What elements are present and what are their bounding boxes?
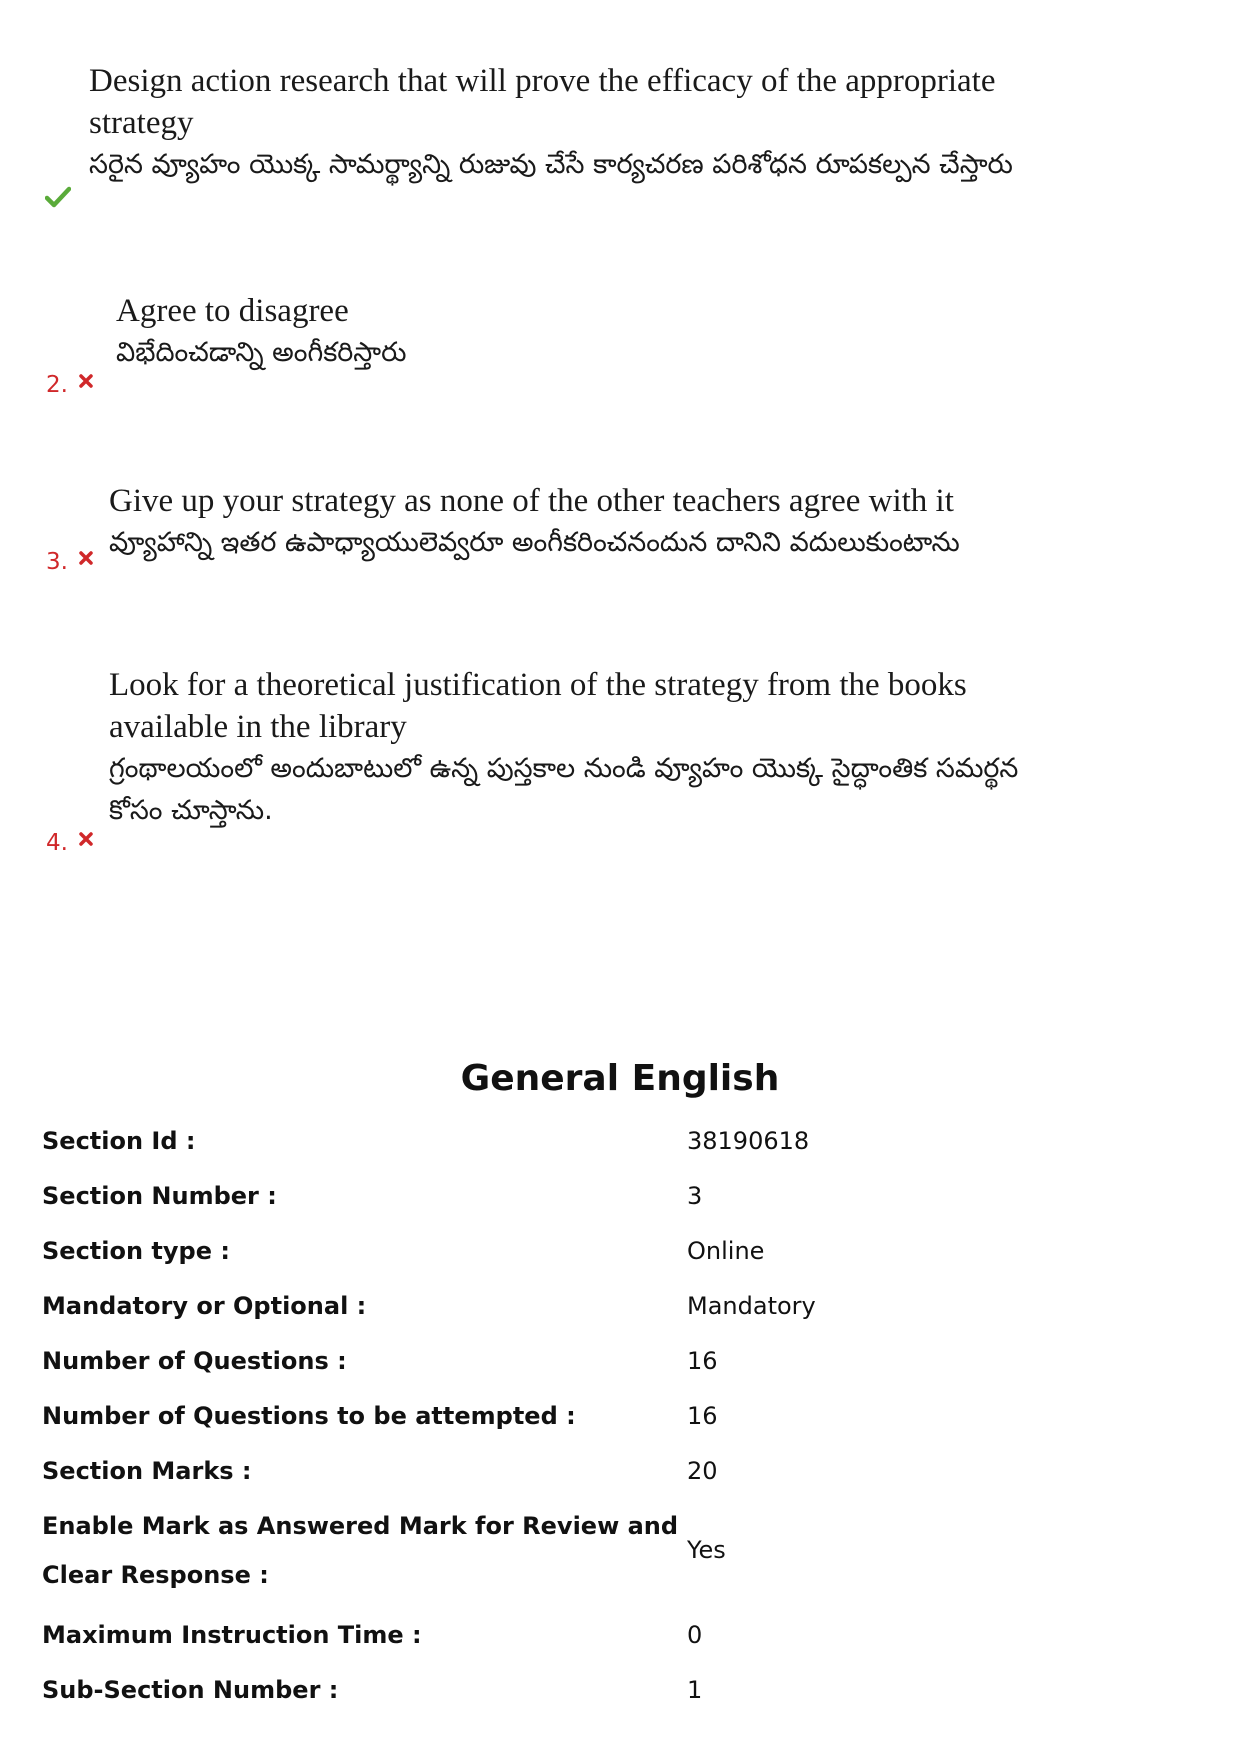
option-text-en-line: Look for a theoretical justification of the strategy from the books [109, 667, 967, 703]
detail-label-continued: Clear Response : [42, 1561, 269, 1589]
detail-label: Sub-Section Number : [42, 1676, 339, 1704]
option-text-te-line: విభేదించడాన్ని అంగీకరిస్తారు [116, 337, 407, 368]
detail-value: 16 [687, 1402, 718, 1430]
option-text-en-line: available in the library [109, 709, 407, 745]
cross-icon [79, 832, 93, 846]
detail-value: 3 [687, 1182, 703, 1210]
option-number: 3. [46, 549, 68, 575]
option-text-en-line: strategy [89, 105, 194, 141]
option-2-text [116, 290, 407, 374]
section-title: General English [460, 1058, 780, 1099]
option-text-te-line: గ్రంథాలయంలో అందుబాటులో ఉన్న పుస్తకాల నుండి వ్యూహం యొక్క సైద్ధాంతిక సమర్థన [109, 753, 1019, 784]
option-text-en-line: Design action research that will prove the efficacy of the appropriate [89, 63, 996, 99]
option-text-te-line: వ్యూహాన్ని ఇతర ఉపాధ్యాయులెవ్వరూ అంగీకరించనందున దానిని వదులుకుంటాను [109, 527, 960, 558]
detail-label: Number of Questions to be attempted : [42, 1402, 576, 1430]
detail-label: Maximum Instruction Time : [42, 1621, 422, 1649]
option-number: 4. [46, 830, 68, 856]
option-text-te-line: కోసం చూస్తాను. [109, 795, 273, 826]
detail-value: 38190618 [687, 1127, 810, 1155]
detail-value: 1 [687, 1676, 703, 1704]
option-3-text [109, 480, 960, 564]
detail-value: Mandatory [687, 1292, 816, 1320]
detail-label: Number of Questions : [42, 1347, 347, 1375]
detail-value: Online [687, 1237, 765, 1265]
check-icon [45, 186, 71, 208]
detail-value: 16 [687, 1347, 718, 1375]
detail-label: Section Marks : [42, 1457, 252, 1485]
detail-label: Section type : [42, 1237, 230, 1265]
detail-value: 0 [687, 1621, 703, 1649]
detail-label: Enable Mark as Answered Mark for Review and [42, 1512, 679, 1540]
option-text-en-line: Agree to disagree [116, 293, 349, 329]
option-number: 2. [46, 372, 68, 398]
option-1-text [89, 60, 1013, 186]
detail-value: Yes [687, 1536, 726, 1564]
cross-icon [79, 374, 93, 388]
detail-label: Mandatory or Optional : [42, 1292, 367, 1320]
option-text-en-line: Give up your strategy as none of the other teachers agree with it [109, 483, 954, 519]
cross-icon [79, 551, 93, 565]
detail-value: 20 [687, 1457, 718, 1485]
option-4-text [109, 664, 1018, 832]
detail-label: Section Id : [42, 1127, 196, 1155]
detail-label: Section Number : [42, 1182, 277, 1210]
option-text-te-line: సరైన వ్యూహం యొక్క సామర్థ్యాన్ని రుజువు చేసే కార్యచరణ పరిశోధన రూపకల్పన చేస్తారు [89, 149, 1013, 180]
